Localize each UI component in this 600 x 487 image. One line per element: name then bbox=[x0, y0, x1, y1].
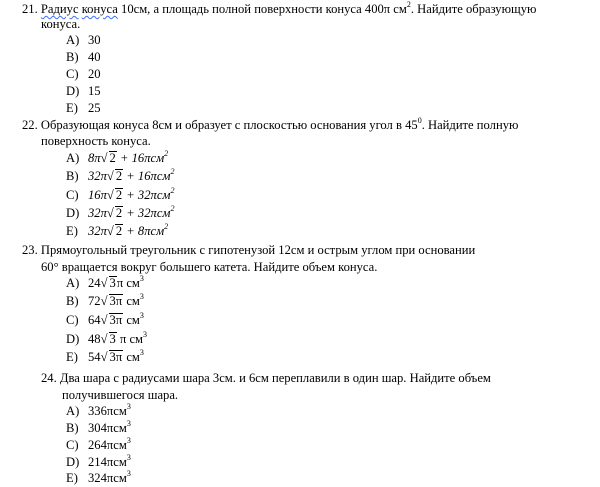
q23-option-d: D) 48√ 3 π $см^3$ bbox=[66, 329, 148, 346]
q22-text-a: Образующая конуса 8см и образует с плоскостью основания угол в 45 bbox=[40, 118, 418, 132]
q23-text-a: Прямоугольный треугольник с гипотенузой 12см и острым углом при основании bbox=[40, 243, 476, 257]
q23-option-a: A) 24√ 3π $см^3$ bbox=[66, 273, 144, 290]
q21-option-d: D) 15 bbox=[66, 84, 101, 98]
q22-text-b: . Найдите полную bbox=[421, 118, 519, 132]
q23-option-e: E) 54√ 3π $см^3$ bbox=[66, 347, 144, 364]
q22-line-2 bbox=[41, 133, 151, 150]
q23-number: 23. bbox=[22, 243, 38, 257]
q22-option-b: B) 32π√ 2 + 16πсм$^2$ bbox=[66, 166, 175, 183]
q21-line-2 bbox=[41, 16, 80, 33]
q24-line-1 bbox=[41, 370, 491, 387]
q21-option-e: E) 25 bbox=[66, 101, 101, 115]
q23-option-b: B) 72√ 3π $см^3$ bbox=[66, 291, 144, 308]
q24-option-b: B) 304πсм$^3$ bbox=[66, 418, 131, 435]
q21-option-b: B) 40 bbox=[66, 50, 101, 64]
q22-sup: 0 bbox=[417, 115, 422, 125]
q24-option-a: A) 336πсм$^3$ bbox=[66, 401, 131, 418]
q21-number: 21. bbox=[22, 2, 38, 16]
q21-word-cone: конуса bbox=[81, 2, 118, 16]
q24-text-a: Два шара с радиусами шара 3см. и 6см переплавили в один шар. Найдите объем bbox=[59, 371, 491, 385]
q23-option-c: C) 64√ 3π $см^3$ bbox=[66, 310, 144, 327]
q22-option-c: C) 16π√ 2 + 32πсм$^2$ bbox=[66, 185, 175, 202]
q21-option-c: C) 20 bbox=[66, 67, 101, 81]
q24-option-d: D) 214πсм$^3$ bbox=[66, 452, 131, 469]
q21-sup: 2 bbox=[406, 0, 411, 9]
q24-option-c: C) 264πсм$^3$ bbox=[66, 435, 131, 452]
q22-option-d: D) 32π√ 2 + 32πсм$^2$ bbox=[66, 203, 175, 220]
q22-line-1 bbox=[22, 117, 518, 134]
q24-option-e: E) 324πсм$^3$ bbox=[66, 468, 131, 485]
q24-text-b: получившегося шара. bbox=[62, 388, 179, 402]
q21-text-b: . Найдите образующую bbox=[410, 2, 537, 16]
q21-word-radius: Радиус bbox=[40, 2, 79, 16]
q22-option-a: A) 8π√ 2 + 16πсм$^2$ bbox=[66, 148, 169, 165]
q23-line-1 bbox=[22, 242, 475, 259]
q21-option-a: A) 30 bbox=[66, 33, 101, 47]
q24-line-2 bbox=[62, 387, 178, 404]
q21-line-1 bbox=[22, 1, 536, 18]
q21-text-c: конуса. bbox=[41, 17, 81, 31]
q23-text-b: 60° вращается вокруг большего катета. Найдите объем конуса. bbox=[41, 260, 378, 274]
q22-number: 22. bbox=[22, 118, 38, 132]
q23-line-2 bbox=[41, 259, 377, 276]
q22-text-c: поверхность конуса. bbox=[41, 134, 151, 148]
q22-option-e: E) 32π√ 2 + 8πсм$^2$ bbox=[66, 221, 169, 238]
q24-number: 24. bbox=[41, 371, 57, 385]
q21-text-a: 10см, а площадь полной поверхности конуса 400π см bbox=[121, 2, 407, 16]
